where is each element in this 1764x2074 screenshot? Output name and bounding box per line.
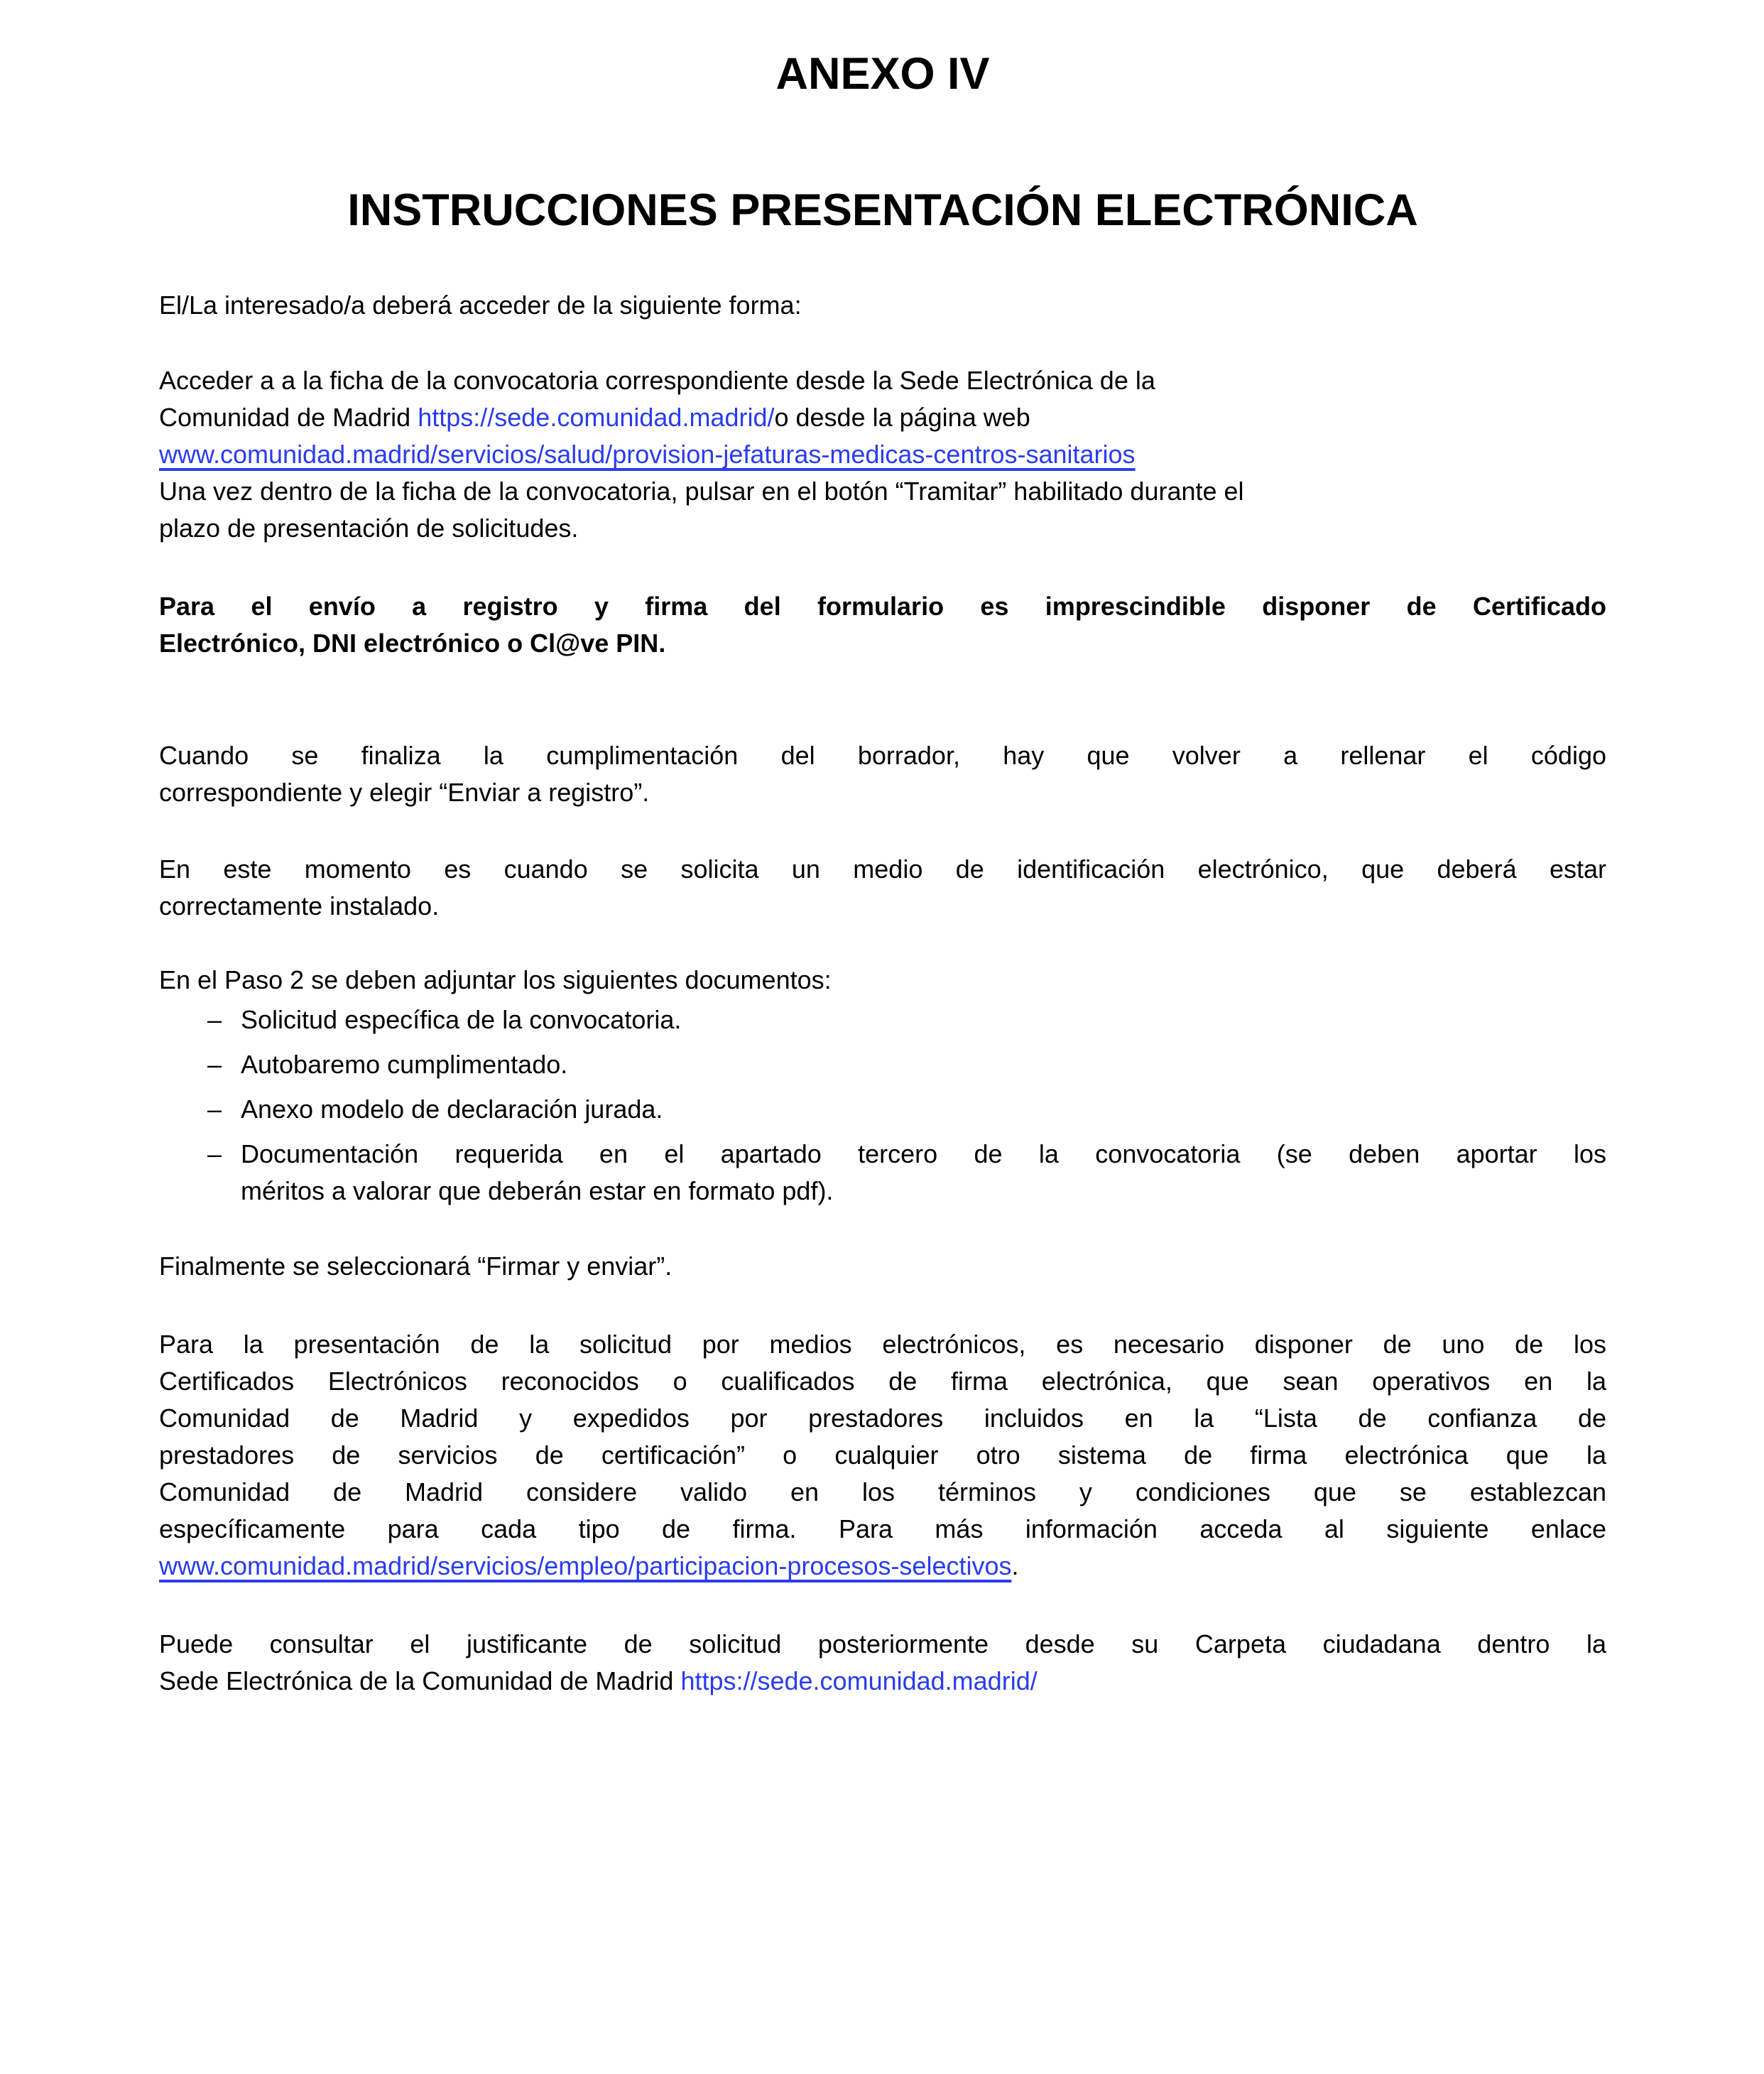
para-receipt <box>159 1626 1606 1700</box>
text-run: Electrónico, DNI electrónico o Cl@ve PIN. <box>159 629 666 658</box>
list-item-text <box>241 1001 1606 1038</box>
text-run: Sede Electrónica de la Comunidad de Madrid <box>159 1666 681 1695</box>
text-line <box>159 1248 1606 1285</box>
text-run: Autobaremo cumplimentado. <box>241 1050 568 1079</box>
text-line <box>159 625 1606 662</box>
document-body <box>159 287 1606 1700</box>
text-line <box>159 588 1606 625</box>
text-line <box>159 1663 1606 1700</box>
dash-bullet: – <box>207 1005 222 1034</box>
text-run: correctamente instalado. <box>159 891 440 921</box>
para-draft-code <box>159 737 1606 811</box>
link-provision-jefaturas-medicas[interactable]: www.comunidad.madrid/servicios/salud/provision-jefaturas-medicas-centros-sanitarios <box>159 440 1136 469</box>
text-line <box>159 888 1606 925</box>
text-run: Anexo modelo de declaración jurada. <box>241 1095 663 1124</box>
para-sign-send <box>159 1248 1606 1285</box>
link-sede-comunidad-madrid[interactable]: https://sede.comunidad.madrid/ <box>418 403 775 432</box>
list-item-text <box>241 1046 1606 1083</box>
text-line <box>159 737 1606 774</box>
text-run: específicamente para cada tipo de firma. Para más información acceda al siguiente enlace <box>159 1514 1606 1543</box>
text-line <box>159 962 1606 999</box>
text-line <box>159 362 1606 399</box>
text-line <box>159 1511 1606 1548</box>
text-line <box>159 1626 1606 1663</box>
text-line <box>241 1091 1606 1128</box>
link-sede-comunidad-madrid-2[interactable]: https://sede.comunidad.madrid/ <box>680 1666 1038 1695</box>
list-item <box>159 1001 1606 1038</box>
text-run: prestadores de servicios de certificación” o cualquier otro sistema de firma electrónica que la <box>159 1440 1606 1470</box>
text-run: méritos a valorar que deberán estar en formato pdf). <box>241 1176 834 1205</box>
text-run: Acceder a a la ficha de la convocatoria correspondiente desde la Sede Electrónica de la <box>159 366 1155 395</box>
text-line <box>159 399 1606 436</box>
text-run: En este momento es cuando se solicita un medio de identificación electrónico, que deberá estar <box>159 854 1606 884</box>
text-run: El/La interesado/a deberá acceder de la siguiente forma: <box>159 291 802 320</box>
text-run: Comunidad de Madrid <box>159 403 418 432</box>
text-line <box>159 1400 1606 1437</box>
text-line <box>159 1363 1606 1400</box>
list-item <box>159 1091 1606 1128</box>
text-run: En el Paso 2 se deben adjuntar los siguientes documentos: <box>159 965 832 994</box>
annex-title: ANEXO IV <box>775 49 990 99</box>
text-run: Para la presentación de la solicitud por medios electrónicos, es necesario disponer de uno de los <box>159 1330 1606 1359</box>
text-line <box>159 1437 1606 1474</box>
text-run: Documentación requerida en el apartado tercero de la convocatoria (se deben aportar los <box>241 1139 1606 1168</box>
list-item-text <box>241 1091 1606 1128</box>
text-line <box>241 1173 1606 1210</box>
text-line <box>159 436 1606 473</box>
text-run: Cuando se finaliza la cumplimentación del borrador, hay que volver a rellenar el código <box>159 741 1606 770</box>
para-interested <box>159 287 1606 324</box>
text-run: Una vez dentro de la ficha de la convocatoria, pulsar en el botón “Tramitar” habilitado durante el <box>159 477 1244 506</box>
text-run: o desde la página web <box>774 403 1030 432</box>
text-line <box>159 774 1606 811</box>
para-electronic-submission <box>159 1326 1606 1585</box>
text-run: Comunidad de Madrid y expedidos por prestadores incluidos en la “Lista de confianza de <box>159 1404 1606 1433</box>
text-line <box>241 1046 1606 1083</box>
text-line <box>159 851 1606 888</box>
text-run: Para el envío a registro y firma del formulario es imprescindible disponer de Certificado <box>159 592 1606 621</box>
dash-bullet: – <box>207 1095 222 1124</box>
text-run: Solicitud específica de la convocatoria. <box>241 1005 682 1034</box>
text-line <box>159 1548 1606 1585</box>
list-item-text <box>241 1136 1606 1210</box>
attachment-list <box>159 1001 1606 1210</box>
text-line <box>241 1001 1606 1038</box>
list-item <box>159 1136 1606 1210</box>
text-line <box>159 1326 1606 1363</box>
dash-bullet: – <box>207 1139 222 1168</box>
text-run: correspondiente y elegir “Enviar a registro”. <box>159 778 650 807</box>
text-line <box>159 510 1606 547</box>
para-certificate-required <box>159 588 1606 662</box>
para-step2 <box>159 962 1606 999</box>
document-subtitle: INSTRUCCIONES PRESENTACIÓN ELECTRÓNICA <box>347 185 1418 235</box>
text-line <box>159 287 1606 324</box>
text-run: Comunidad de Madrid considere valido en los términos y condiciones que se establezcan <box>159 1477 1606 1506</box>
text-run: plazo de presentación de solicitudes. <box>159 514 579 543</box>
text-line <box>159 473 1606 510</box>
text-run: Finalmente se seleccionará “Firmar y enviar”. <box>159 1252 673 1281</box>
link-participacion-procesos-selectivos[interactable]: www.comunidad.madrid/servicios/empleo/participacion-procesos-selectivos <box>159 1551 1012 1580</box>
text-line <box>159 1474 1606 1511</box>
text-line <box>241 1136 1606 1173</box>
para-access <box>159 362 1606 547</box>
text-run: Certificados Electrónicos reconocidos o cualificados de firma electrónica, que sean operativos en la <box>159 1367 1606 1396</box>
para-identification <box>159 851 1606 925</box>
text-run: Puede consultar el justificante de solicitud posteriormente desde su Carpeta ciudadana dentro la <box>159 1629 1606 1658</box>
list-item <box>159 1046 1606 1083</box>
text-run: . <box>1011 1551 1019 1580</box>
dash-bullet: – <box>207 1050 222 1079</box>
